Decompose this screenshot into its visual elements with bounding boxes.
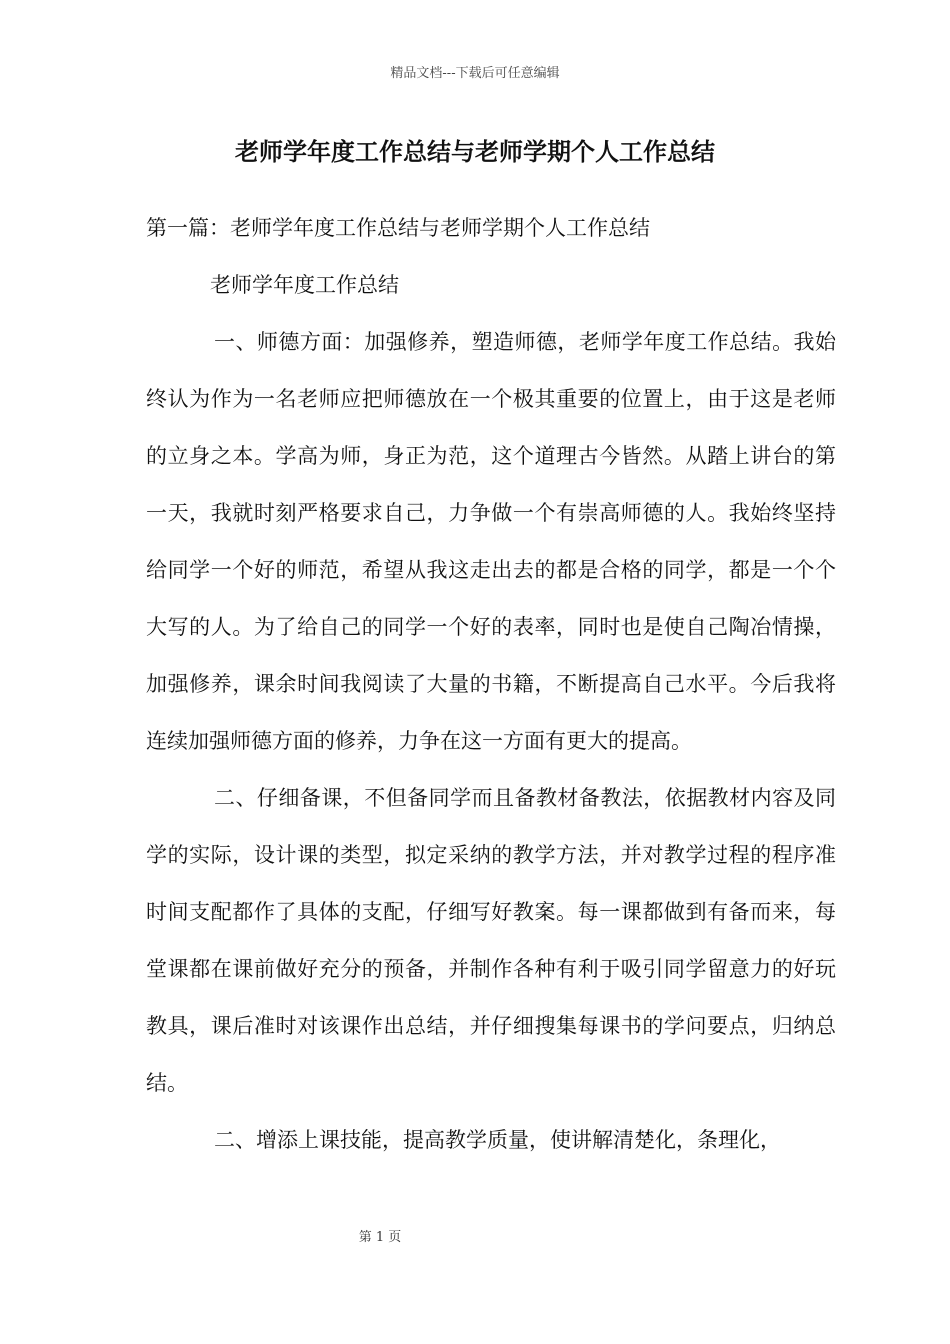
sub-heading: 老师学年度工作总结 — [210, 273, 399, 297]
paragraph-teaching-skills: 二、增添上课技能，提高教学质量，使讲解清楚化，条理化， — [214, 1128, 781, 1152]
document-title: 老师学年度工作总结与老师学期个人工作总结 — [235, 137, 715, 166]
section-heading: 第一篇：老师学年度工作总结与老师学期个人工作总结 — [146, 216, 650, 240]
document-body — [146, 200, 836, 1169]
page-header: 精品文档---下载后可任意编辑 — [390, 66, 560, 81]
paragraph-lesson-preparation: 二、仔细备课，不但备同学而且备教材备教法，依据教材内容及同学的实际，设计课的类型，拟定采纳的教学方法，并对教学过程的程序准时间支配都作了具体的支配，仔细写好教案。每一课都做到有备而来，每堂课都在课前做好充分的预备，并制作各种有利于吸引同学留意力的好玩教具，课后准时对该课作出总结，并仔细搜集每课书的学问要点，归纳总结。 — [146, 786, 836, 1095]
paragraph-teacher-ethics: 一、师德方面：加强修养，塑造师德，老师学年度工作总结。我始终认为作为一名老师应把师德放在一个极其重要的位置上，由于这是老师的立身之本。学高为师，身正为范，这个道理古今皆然。从踏上讲台的第一天，我就时刻严格要求自己，力争做一个有崇高师德的人。我始终坚持给同学一个好的师范，希望从我这走出去的都是合格的同学，都是一个个大写的人。为了给自己的同学一个好的表率，同时也是使自己陶冶情操，加强修养，课余时间我阅读了大量的书籍，不断提高自己水平。今后我将连续加强师德方面的修养，力争在这一方面有更大的提高。 — [146, 330, 836, 753]
page-number: 第 1 页 — [358, 1230, 402, 1245]
